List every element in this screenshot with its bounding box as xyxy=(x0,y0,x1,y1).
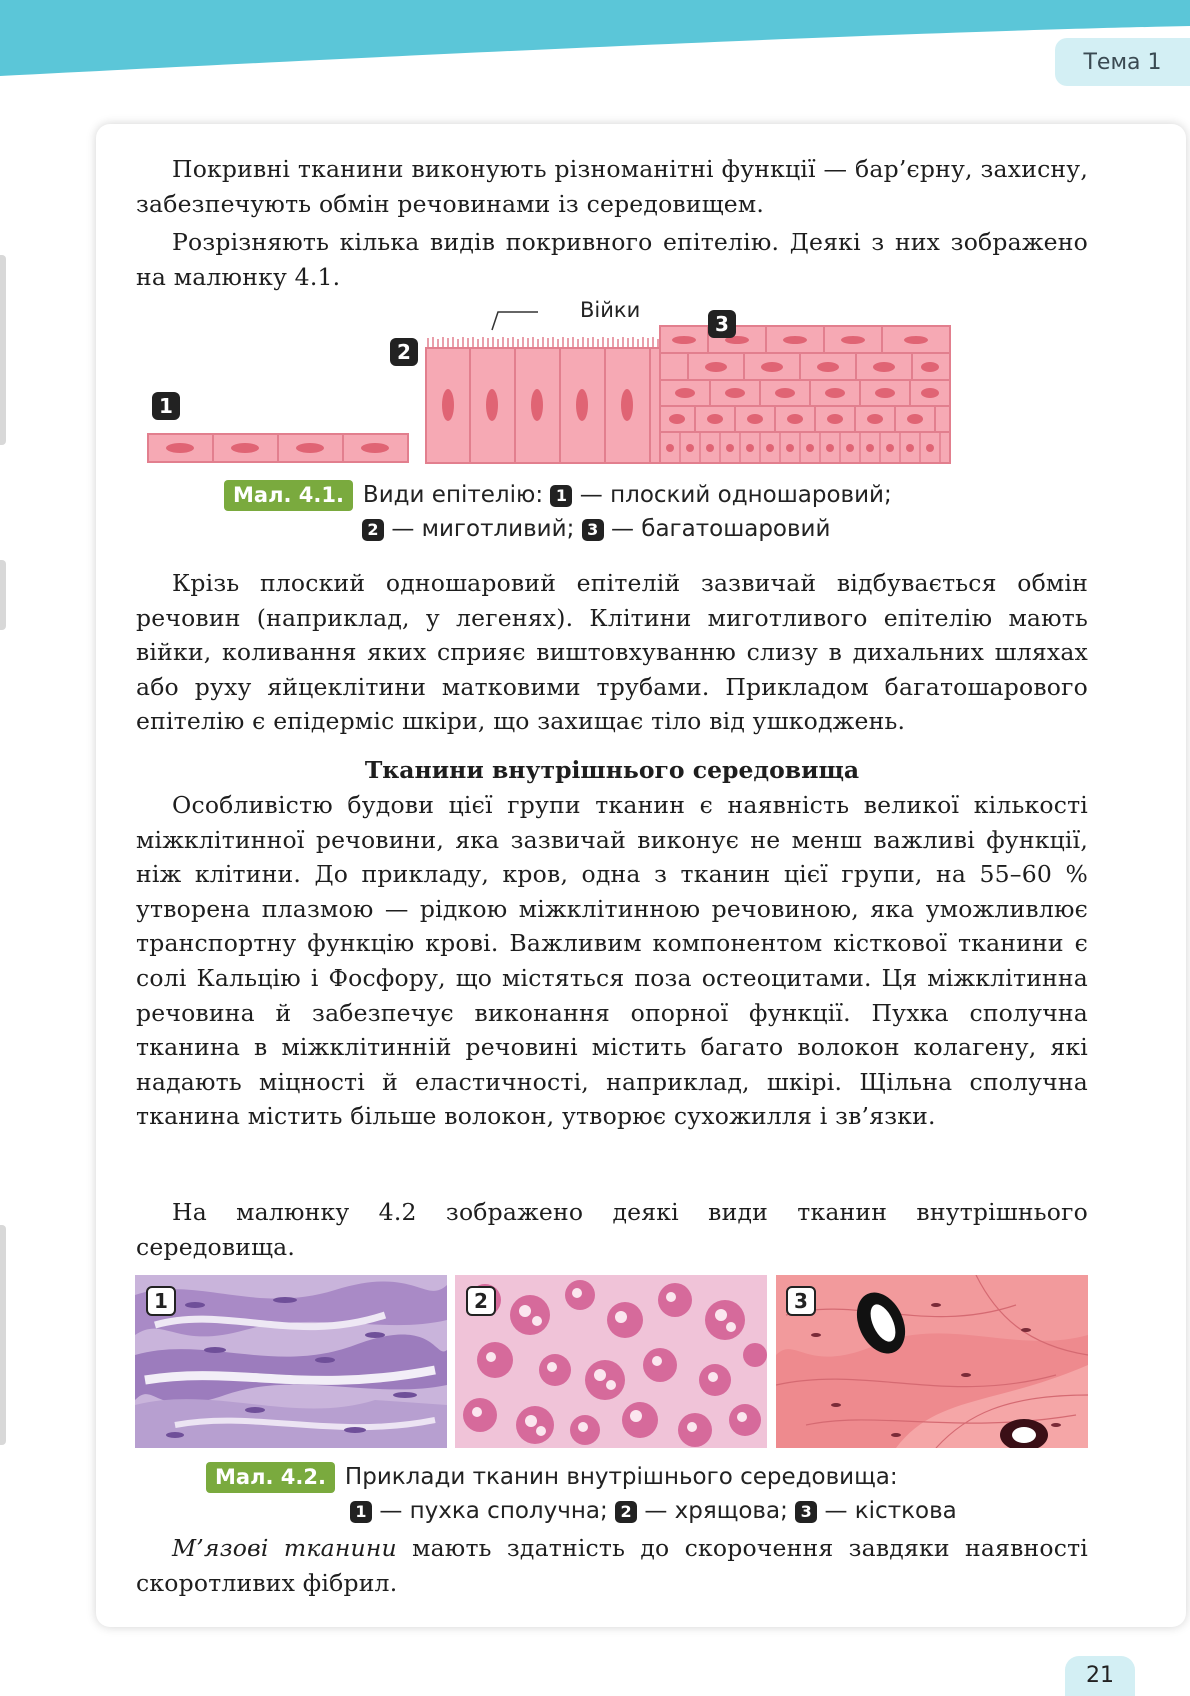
paragraph-internal-tissues: Особливістю будови цієї групи тканин є наявність великої кількості міжклітинної речовини, яка зазвичай виконує не менш важливі функції, ніж клітини. До прикладу, кров, одна з тканин цієї групи, на 55–60 % утворена плазмою — рідкою міжклітинною речовиною, яка уможливлює транспортну функцію крові. Важливим компонентом кісткової тканини є солі Кальцію і Фосфору, що містяться поза остеоцитами. Ця міжклітинна речовина й забезпечує виконання опорної функції. Пухка сполучна тканина в міжклітинній речовині містить багато волокон колагену, які надають міцності й еластичності, наприклад, шкірі. Щільна сполучна тканина містить більше волокон, утворює сухожилля і зв’язки. xyxy=(136,791,1088,1131)
term-muscle-tissues: М’язові тканини xyxy=(172,1534,397,1562)
figure1-badge-1: 1 xyxy=(152,392,180,420)
paragraph-muscle-tissues: М’язові тканини мають здатність до скорочення завдяки наявності скоротливих фібрил. xyxy=(136,1534,1089,1597)
paragraph-integumentary-functions: Покривні тканини виконують різноманітні функції — бар’єрну, захисну, забезпечують обмін речовинами із середовищем. xyxy=(136,155,1088,218)
squamous-epithelium xyxy=(148,434,408,462)
figure2-badge-3: 3 xyxy=(786,1286,816,1316)
paragraph-epithelium-functions: Крізь плоский одношаровий епітелій зазвичай відбувається обмін речовин (наприклад, у легенях). Клітини миготливого епітелію мають війки, коливання яких сприяє виштовхуванню слизу в дихальних шляхах або руху яйцеклітини матковими трубами. Прикладом багатошарового епітелію є епідерміс шкіри, що захищає тіло від ушкоджень. xyxy=(136,569,1088,736)
figure2-badge-2: 2 xyxy=(466,1286,496,1316)
figure2-caption: Мал. 4.2. Приклади тканин внутрішнього середовища: 1 — пухка сполучна; 2 — хрящова; 3 — кісткова xyxy=(206,1460,957,1528)
side-marker xyxy=(0,1225,6,1445)
side-marker xyxy=(0,255,6,445)
photo-bone xyxy=(776,1275,1088,1448)
photo-loose-connective xyxy=(135,1275,447,1448)
figure1-badge-2: 2 xyxy=(390,338,418,366)
paragraph-figure-4-2-intro: На малюнку 4.2 зображено деякі види тканин внутрішнього середовища. xyxy=(136,1198,1088,1261)
epithelium-illustration xyxy=(140,300,1030,470)
figure1-caption: Мал. 4.1. Види епітелію: 1 — плоский одношаровий; 2 — миготливий; 3 — багатошаровий xyxy=(224,478,892,546)
figure2-badge-1: 1 xyxy=(146,1286,176,1316)
cilia-label: Війки xyxy=(580,298,641,322)
figure2-label: Мал. 4.2. xyxy=(206,1462,335,1493)
paragraph-epithelium-types: Розрізняють кілька видів покривного епітелію. Деякі з них зображено на малюнку 4.1. xyxy=(136,228,1088,291)
topic-tab: Тема 1 xyxy=(1055,38,1190,86)
side-marker xyxy=(0,560,6,630)
figure1-label: Мал. 4.1. xyxy=(224,480,353,511)
page-number: 21 xyxy=(1065,1656,1135,1696)
photo-cartilage xyxy=(455,1275,767,1448)
ciliated-epithelium xyxy=(426,312,692,463)
figure1-badge-3: 3 xyxy=(708,310,736,338)
section-heading-internal-tissues: Тканини внутрішнього середовища xyxy=(364,756,860,784)
top-banner xyxy=(0,0,1190,76)
stratified-epithelium xyxy=(660,326,950,463)
